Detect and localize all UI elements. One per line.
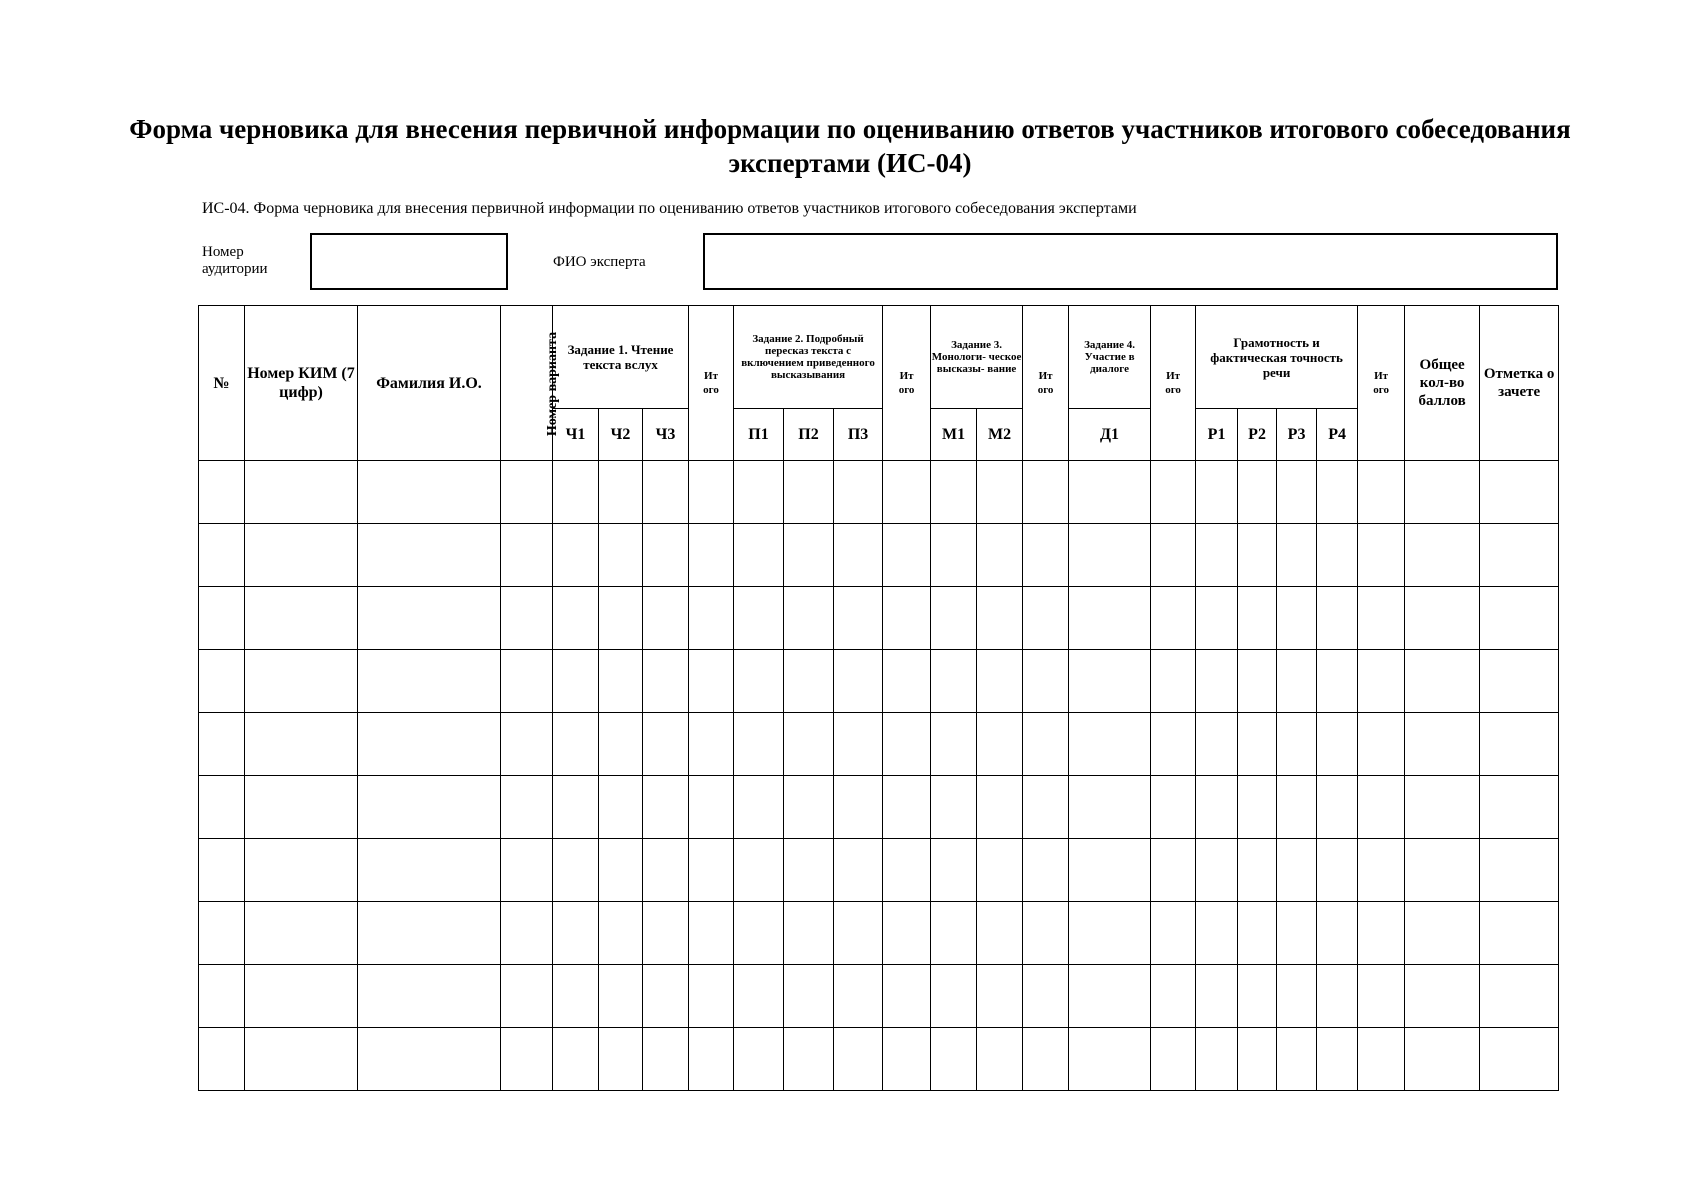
entry-cell[interactable]	[784, 965, 834, 1028]
entry-cell[interactable]	[1277, 713, 1317, 776]
entry-cell[interactable]	[1196, 650, 1238, 713]
entry-cell[interactable]	[883, 461, 931, 524]
header-itogo4-cell	[1151, 306, 1196, 461]
entry-cell[interactable]	[1480, 839, 1559, 902]
sub-r3: Р3	[1277, 409, 1317, 461]
entry-cell[interactable]	[553, 776, 599, 839]
entry-cell[interactable]	[1480, 650, 1559, 713]
entry-cell[interactable]	[358, 776, 501, 839]
header-mark: Отметка о зачете	[1480, 306, 1559, 461]
entry-cell[interactable]	[1317, 839, 1358, 902]
header-total: Общее кол-во баллов	[1405, 306, 1480, 461]
entry-cell[interactable]	[643, 1028, 689, 1091]
entry-cell[interactable]	[553, 902, 599, 965]
entry-cell[interactable]	[1358, 650, 1405, 713]
entry-cell[interactable]	[643, 965, 689, 1028]
entry-cell[interactable]	[358, 650, 501, 713]
header-task4: Задание 4. Участие в диалоге	[1069, 306, 1151, 409]
entry-cell[interactable]	[834, 587, 883, 650]
entry-cell[interactable]	[1358, 524, 1405, 587]
header-itogo1-cell	[689, 306, 734, 461]
entry-cell[interactable]	[1480, 713, 1559, 776]
entry-cell[interactable]	[1151, 650, 1196, 713]
form-title	[60, 112, 1640, 180]
entry-cell[interactable]	[245, 587, 358, 650]
entry-cell[interactable]	[1405, 461, 1480, 524]
entry-cell[interactable]	[931, 524, 977, 587]
entry-cell[interactable]	[1238, 713, 1277, 776]
entry-cell[interactable]	[1196, 1028, 1238, 1091]
entry-cell[interactable]	[643, 902, 689, 965]
entry-cell[interactable]	[1405, 524, 1480, 587]
entry-cell[interactable]	[977, 524, 1023, 587]
entry-cell[interactable]	[199, 650, 245, 713]
sub-ch1: Ч1	[553, 409, 599, 461]
entry-cell[interactable]	[931, 650, 977, 713]
entry-cell[interactable]	[883, 776, 931, 839]
entry-cell[interactable]	[1277, 965, 1317, 1028]
entry-cell[interactable]	[1069, 902, 1151, 965]
entry-cell[interactable]	[643, 776, 689, 839]
entry-cell[interactable]	[1358, 1028, 1405, 1091]
entry-cell[interactable]	[553, 650, 599, 713]
entry-cell[interactable]	[1277, 839, 1317, 902]
entry-cell[interactable]	[1405, 587, 1480, 650]
entry-cell[interactable]	[1358, 461, 1405, 524]
entry-cell[interactable]	[784, 587, 834, 650]
table-row	[199, 902, 1559, 965]
entry-cell[interactable]	[1480, 776, 1559, 839]
entry-cell[interactable]	[1317, 965, 1358, 1028]
entry-cell[interactable]	[1196, 902, 1238, 965]
table-row	[199, 839, 1559, 902]
entry-cell[interactable]	[501, 524, 553, 587]
entry-cell[interactable]	[245, 839, 358, 902]
entry-cell[interactable]	[599, 965, 643, 1028]
entry-cell[interactable]	[931, 965, 977, 1028]
entry-cell[interactable]	[784, 713, 834, 776]
entry-cell[interactable]	[1023, 587, 1069, 650]
entry-cell[interactable]	[931, 713, 977, 776]
scoring-table	[198, 305, 1559, 1091]
sub-p2: П2	[784, 409, 834, 461]
entry-cell[interactable]	[1238, 461, 1277, 524]
table-row	[199, 965, 1559, 1028]
entry-cell[interactable]	[1317, 461, 1358, 524]
expert-name-label: ФИО эксперта	[553, 254, 646, 270]
entry-cell[interactable]	[1358, 776, 1405, 839]
entry-cell[interactable]	[1023, 713, 1069, 776]
entry-cell[interactable]	[358, 839, 501, 902]
entry-cell[interactable]	[1277, 587, 1317, 650]
header-num: №	[199, 306, 245, 461]
entry-cell[interactable]	[834, 650, 883, 713]
entry-cell[interactable]	[501, 965, 553, 1028]
entry-cell[interactable]	[501, 839, 553, 902]
header-itogo5: Итого	[1373, 370, 1389, 396]
entry-cell[interactable]	[931, 839, 977, 902]
entry-cell[interactable]	[643, 524, 689, 587]
entry-cell[interactable]	[599, 650, 643, 713]
entry-cell[interactable]	[1151, 776, 1196, 839]
header-row	[199, 306, 1559, 409]
entry-cell[interactable]	[245, 965, 358, 1028]
entry-cell[interactable]	[834, 461, 883, 524]
entry-cell[interactable]	[689, 650, 734, 713]
entry-cell[interactable]	[1405, 839, 1480, 902]
header-itogo2-cell	[883, 306, 931, 461]
entry-cell[interactable]	[689, 524, 734, 587]
entry-cell[interactable]	[931, 776, 977, 839]
entry-cell[interactable]	[199, 839, 245, 902]
entry-cell[interactable]	[784, 839, 834, 902]
entry-cell[interactable]	[553, 461, 599, 524]
entry-cell[interactable]	[599, 587, 643, 650]
entry-cell[interactable]	[734, 587, 784, 650]
room-number-field[interactable]	[310, 233, 508, 290]
entry-cell[interactable]	[977, 776, 1023, 839]
entry-cell[interactable]	[1405, 902, 1480, 965]
sub-ch2: Ч2	[599, 409, 643, 461]
entry-cell[interactable]	[834, 902, 883, 965]
sub-r4: Р4	[1317, 409, 1358, 461]
entry-cell[interactable]	[1151, 587, 1196, 650]
entry-cell[interactable]	[1238, 902, 1277, 965]
entry-cell[interactable]	[599, 713, 643, 776]
entry-cell[interactable]	[199, 524, 245, 587]
sub-m2: М2	[977, 409, 1023, 461]
entry-cell[interactable]	[553, 587, 599, 650]
table-row	[199, 776, 1559, 839]
entry-cell[interactable]	[501, 902, 553, 965]
entry-cell[interactable]	[784, 1028, 834, 1091]
entry-cell[interactable]	[643, 587, 689, 650]
entry-cell[interactable]	[1069, 713, 1151, 776]
entry-cell[interactable]	[1151, 713, 1196, 776]
entry-cell[interactable]	[977, 965, 1023, 1028]
entry-cell[interactable]	[734, 524, 784, 587]
entry-cell[interactable]	[1238, 650, 1277, 713]
entry-cell[interactable]	[689, 839, 734, 902]
entry-cell[interactable]	[1480, 965, 1559, 1028]
entry-cell[interactable]	[245, 524, 358, 587]
entry-cell[interactable]	[1151, 524, 1196, 587]
entry-cell[interactable]	[358, 713, 501, 776]
entry-cell[interactable]	[1238, 776, 1277, 839]
entry-cell[interactable]	[199, 965, 245, 1028]
entry-cell[interactable]	[1023, 965, 1069, 1028]
entry-cell[interactable]	[1196, 587, 1238, 650]
form-title-line-2: экспертами (ИС-04)	[728, 148, 972, 178]
entry-cell[interactable]	[734, 965, 784, 1028]
entry-cell[interactable]	[599, 1028, 643, 1091]
entry-cell[interactable]	[883, 902, 931, 965]
entry-cell[interactable]	[834, 1028, 883, 1091]
entry-cell[interactable]	[501, 461, 553, 524]
entry-cell[interactable]	[689, 713, 734, 776]
entry-cell[interactable]	[1023, 650, 1069, 713]
entry-cell[interactable]	[689, 461, 734, 524]
entry-cell[interactable]	[245, 776, 358, 839]
entry-cell[interactable]	[689, 587, 734, 650]
entry-cell[interactable]	[1238, 839, 1277, 902]
entry-cell[interactable]	[1238, 965, 1277, 1028]
entry-cell[interactable]	[883, 524, 931, 587]
entry-cell[interactable]	[199, 902, 245, 965]
entry-cell[interactable]	[1069, 776, 1151, 839]
entry-cell[interactable]	[689, 1028, 734, 1091]
header-literacy: Грамотность и фактическая точность речи	[1196, 306, 1358, 409]
entry-cell[interactable]	[883, 713, 931, 776]
entry-cell[interactable]	[245, 713, 358, 776]
entry-cell[interactable]	[1196, 713, 1238, 776]
entry-cell[interactable]	[931, 1028, 977, 1091]
entry-cell[interactable]	[1069, 839, 1151, 902]
entry-cell[interactable]	[1358, 839, 1405, 902]
header-task2: Задание 2. Подробный пересказ текста с включением приведенного высказывания	[734, 306, 883, 409]
entry-cell[interactable]	[834, 776, 883, 839]
entry-cell[interactable]	[1151, 461, 1196, 524]
entry-cell[interactable]	[734, 839, 784, 902]
entry-cell[interactable]	[245, 461, 358, 524]
entry-cell[interactable]	[734, 650, 784, 713]
entry-cell[interactable]	[1405, 1028, 1480, 1091]
entry-cell[interactable]	[931, 902, 977, 965]
entry-cell[interactable]	[553, 839, 599, 902]
entry-cell[interactable]	[1405, 776, 1480, 839]
entry-cell[interactable]	[358, 1028, 501, 1091]
entry-cell[interactable]	[553, 965, 599, 1028]
header-variant-cell	[501, 306, 561, 461]
header-itogo4: Итого	[1165, 370, 1181, 396]
entry-cell[interactable]	[1317, 650, 1358, 713]
table-row	[199, 461, 1559, 524]
entry-cell[interactable]	[599, 776, 643, 839]
sub-r1: Р1	[1196, 409, 1238, 461]
expert-name-field[interactable]	[703, 233, 1558, 290]
entry-cell[interactable]	[1238, 1028, 1277, 1091]
entry-cell[interactable]	[553, 1028, 599, 1091]
entry-cell[interactable]	[501, 650, 553, 713]
entry-cell[interactable]	[1358, 587, 1405, 650]
entry-cell[interactable]	[643, 461, 689, 524]
entry-cell[interactable]	[883, 1028, 931, 1091]
header-name: Фамилия И.О.	[358, 306, 501, 461]
entry-cell[interactable]	[1069, 650, 1151, 713]
entry-cell[interactable]	[1151, 965, 1196, 1028]
entry-cell[interactable]	[734, 713, 784, 776]
entry-cell[interactable]	[199, 1028, 245, 1091]
entry-cell[interactable]	[358, 524, 501, 587]
entry-cell[interactable]	[1151, 839, 1196, 902]
table-row	[199, 524, 1559, 587]
entry-cell[interactable]	[1358, 965, 1405, 1028]
entry-cell[interactable]	[1405, 650, 1480, 713]
entry-cell[interactable]	[883, 650, 931, 713]
sub-p1: П1	[734, 409, 784, 461]
entry-cell[interactable]	[1277, 524, 1317, 587]
entry-cell[interactable]	[1277, 776, 1317, 839]
entry-cell[interactable]	[977, 1028, 1023, 1091]
entry-cell[interactable]	[643, 839, 689, 902]
entry-cell[interactable]	[245, 902, 358, 965]
entry-cell[interactable]	[1196, 461, 1238, 524]
entry-cell[interactable]	[501, 1028, 553, 1091]
entry-cell[interactable]	[734, 902, 784, 965]
entry-cell[interactable]	[599, 524, 643, 587]
entry-cell[interactable]	[689, 776, 734, 839]
entry-cell[interactable]	[734, 776, 784, 839]
entry-cell[interactable]	[834, 965, 883, 1028]
sub-p3: П3	[834, 409, 883, 461]
entry-cell[interactable]	[1277, 902, 1317, 965]
table-row	[199, 587, 1559, 650]
header-kim: Номер КИМ (7 цифр)	[245, 306, 358, 461]
room-number-label: Номер аудитории	[202, 244, 268, 277]
entry-cell[interactable]	[1196, 524, 1238, 587]
entry-cell[interactable]	[599, 839, 643, 902]
entry-cell[interactable]	[1069, 965, 1151, 1028]
entry-cell[interactable]	[1317, 713, 1358, 776]
table-row	[199, 650, 1559, 713]
entry-cell[interactable]	[553, 713, 599, 776]
entry-cell[interactable]	[977, 902, 1023, 965]
entry-cell[interactable]	[1069, 1028, 1151, 1091]
entry-cell[interactable]	[553, 524, 599, 587]
entry-cell[interactable]	[977, 461, 1023, 524]
entry-cell[interactable]	[199, 713, 245, 776]
entry-cell[interactable]	[883, 965, 931, 1028]
entry-cell[interactable]	[501, 587, 553, 650]
sub-m1: М1	[931, 409, 977, 461]
entry-cell[interactable]	[931, 587, 977, 650]
entry-cell[interactable]	[931, 461, 977, 524]
entry-cell[interactable]	[977, 650, 1023, 713]
entry-cell[interactable]	[1277, 650, 1317, 713]
header-task3: Задание 3. Монологи- ческое высказы- вание	[931, 306, 1023, 409]
entry-cell[interactable]	[977, 587, 1023, 650]
entry-cell[interactable]	[1023, 902, 1069, 965]
header-itogo5-cell	[1358, 306, 1405, 461]
entry-cell[interactable]	[1277, 1028, 1317, 1091]
entry-cell[interactable]	[1023, 1028, 1069, 1091]
entry-cell[interactable]	[1480, 1028, 1559, 1091]
entry-cell[interactable]	[834, 524, 883, 587]
entry-cell[interactable]	[1277, 461, 1317, 524]
entry-cell[interactable]	[1317, 776, 1358, 839]
entry-cell[interactable]	[199, 587, 245, 650]
entry-cell[interactable]	[1238, 524, 1277, 587]
entry-cell[interactable]	[1317, 587, 1358, 650]
entry-cell[interactable]	[784, 461, 834, 524]
entry-cell[interactable]	[1069, 587, 1151, 650]
entry-cell[interactable]	[358, 461, 501, 524]
entry-cell[interactable]	[199, 776, 245, 839]
entry-cell[interactable]	[358, 965, 501, 1028]
entry-cell[interactable]	[977, 713, 1023, 776]
entry-cell[interactable]	[1317, 1028, 1358, 1091]
entry-cell[interactable]	[643, 650, 689, 713]
entry-cell[interactable]	[1023, 839, 1069, 902]
entry-cell[interactable]	[883, 587, 931, 650]
entry-cell[interactable]	[599, 902, 643, 965]
entry-cell[interactable]	[358, 902, 501, 965]
entry-cell[interactable]	[1480, 587, 1559, 650]
entry-cell[interactable]	[1317, 902, 1358, 965]
entry-cell[interactable]	[689, 965, 734, 1028]
entry-cell[interactable]	[199, 461, 245, 524]
table-row	[199, 1028, 1559, 1091]
entry-cell[interactable]	[1069, 524, 1151, 587]
entry-cell[interactable]	[784, 650, 834, 713]
entry-cell[interactable]	[1069, 461, 1151, 524]
header-itogo1: Итого	[703, 370, 719, 396]
header-variant: Номер варианта	[545, 331, 561, 437]
entry-cell[interactable]	[1196, 839, 1238, 902]
entry-cell[interactable]	[1023, 524, 1069, 587]
entry-cell[interactable]	[1358, 713, 1405, 776]
entry-cell[interactable]	[734, 1028, 784, 1091]
header-itogo2: Итого	[898, 370, 915, 396]
entry-cell[interactable]	[1405, 965, 1480, 1028]
entry-cell[interactable]	[1196, 776, 1238, 839]
entry-cell[interactable]	[501, 713, 553, 776]
table-row	[199, 713, 1559, 776]
sub-ch3: Ч3	[643, 409, 689, 461]
entry-cell[interactable]	[1196, 965, 1238, 1028]
entry-cell[interactable]	[784, 776, 834, 839]
entry-cell[interactable]	[1405, 713, 1480, 776]
entry-cell[interactable]	[1358, 902, 1405, 965]
entry-cell[interactable]	[784, 524, 834, 587]
form-caption: ИС-04. Форма черновика для внесения первичной информации по оцениванию ответов участников итогового собеседования экспертами	[202, 200, 1137, 217]
header-itogo3-cell	[1023, 306, 1069, 461]
entry-cell[interactable]	[1238, 587, 1277, 650]
entry-cell[interactable]	[834, 839, 883, 902]
entry-cell[interactable]	[689, 902, 734, 965]
entry-cell[interactable]	[1023, 461, 1069, 524]
sub-d1: Д1	[1069, 409, 1151, 461]
entry-cell[interactable]	[245, 1028, 358, 1091]
form-title-line-1: Форма черновика для внесения первичной информации по оцениванию ответов участников итогового собеседования	[129, 114, 1571, 144]
entry-cell[interactable]	[358, 587, 501, 650]
entry-cell[interactable]	[599, 461, 643, 524]
entry-cell[interactable]	[734, 461, 784, 524]
entry-cell[interactable]	[977, 839, 1023, 902]
entry-cell[interactable]	[1023, 776, 1069, 839]
entry-cell[interactable]	[1151, 902, 1196, 965]
header-itogo3: Итого	[1037, 370, 1054, 396]
entry-cell[interactable]	[501, 776, 553, 839]
entry-cell[interactable]	[643, 713, 689, 776]
entry-cell[interactable]	[1480, 902, 1559, 965]
entry-cell[interactable]	[834, 713, 883, 776]
entry-cell[interactable]	[784, 902, 834, 965]
entry-cell[interactable]	[883, 839, 931, 902]
entry-cell[interactable]	[1317, 524, 1358, 587]
sub-r2: Р2	[1238, 409, 1277, 461]
entry-cell[interactable]	[1151, 1028, 1196, 1091]
header-task1: Задание 1. Чтение текста вслух	[553, 306, 689, 409]
entry-cell[interactable]	[245, 650, 358, 713]
entry-cell[interactable]	[1480, 524, 1559, 587]
entry-cell[interactable]	[1480, 461, 1559, 524]
